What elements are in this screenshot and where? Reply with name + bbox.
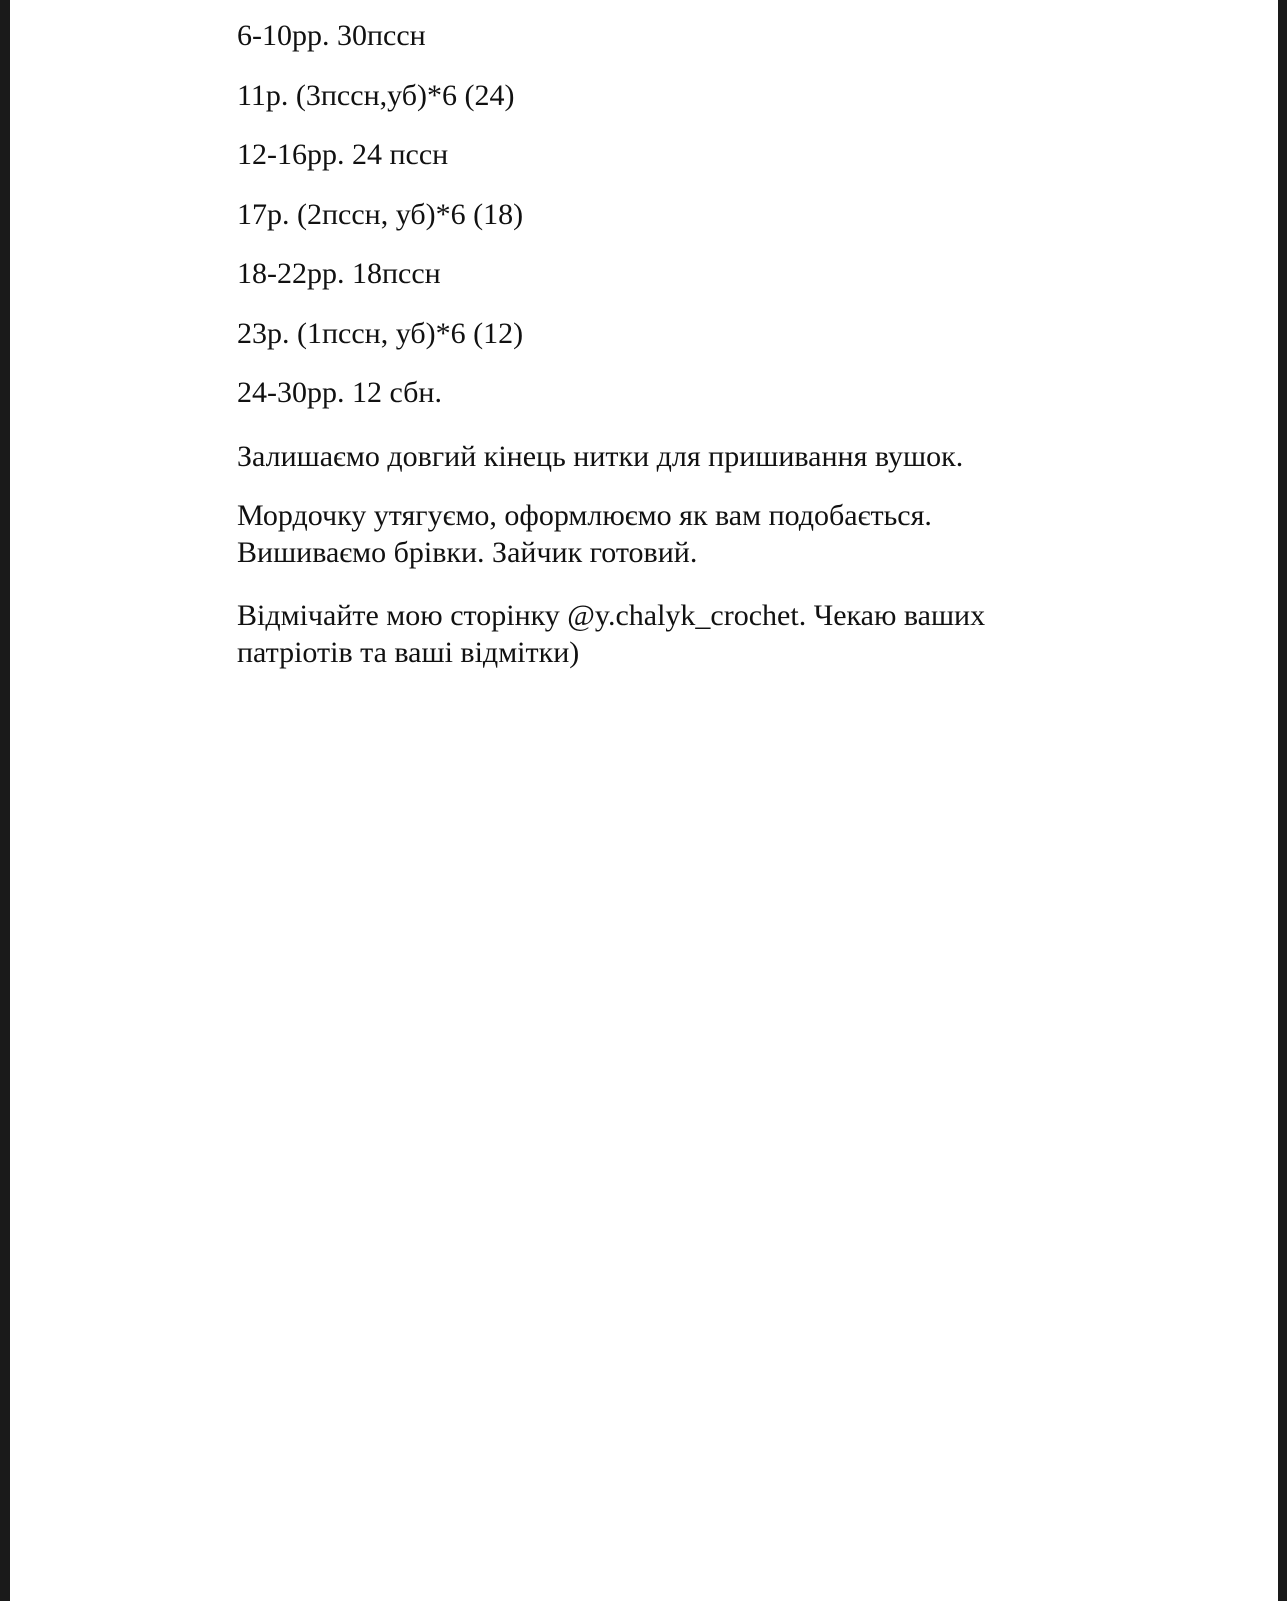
pattern-row-3: 12-16рр. 24 пссн — [237, 138, 449, 171]
pattern-row-1: 6-10рр. 30пссн — [237, 19, 426, 52]
pattern-row-5: 18-22рр. 18пссн — [237, 257, 441, 290]
pattern-row-6: 23р. (1пссн, уб)*6 (12) — [237, 317, 524, 350]
instruction-tag: Відмічайте мою сторінку @y.chalyk_crochet. Чекаю ваших патріотів та ваші відмітки) — [237, 599, 986, 669]
instruction-face: Мордочку утягуємо, оформлюємо як вам подобається. Вишиваємо брівки. Зайчик готовий. — [237, 499, 932, 569]
document-page — [10, 0, 1278, 1601]
pattern-row-7: 24-30рр. 12 сбн. — [237, 376, 442, 409]
pattern-row-2: 11р. (3пссн,уб)*6 (24) — [237, 79, 515, 112]
instruction-thread-end: Залишаємо довгий кінець нитки для пришивання вушок. — [237, 440, 964, 473]
pattern-row-4: 17р. (2пссн, уб)*6 (18) — [237, 198, 524, 231]
